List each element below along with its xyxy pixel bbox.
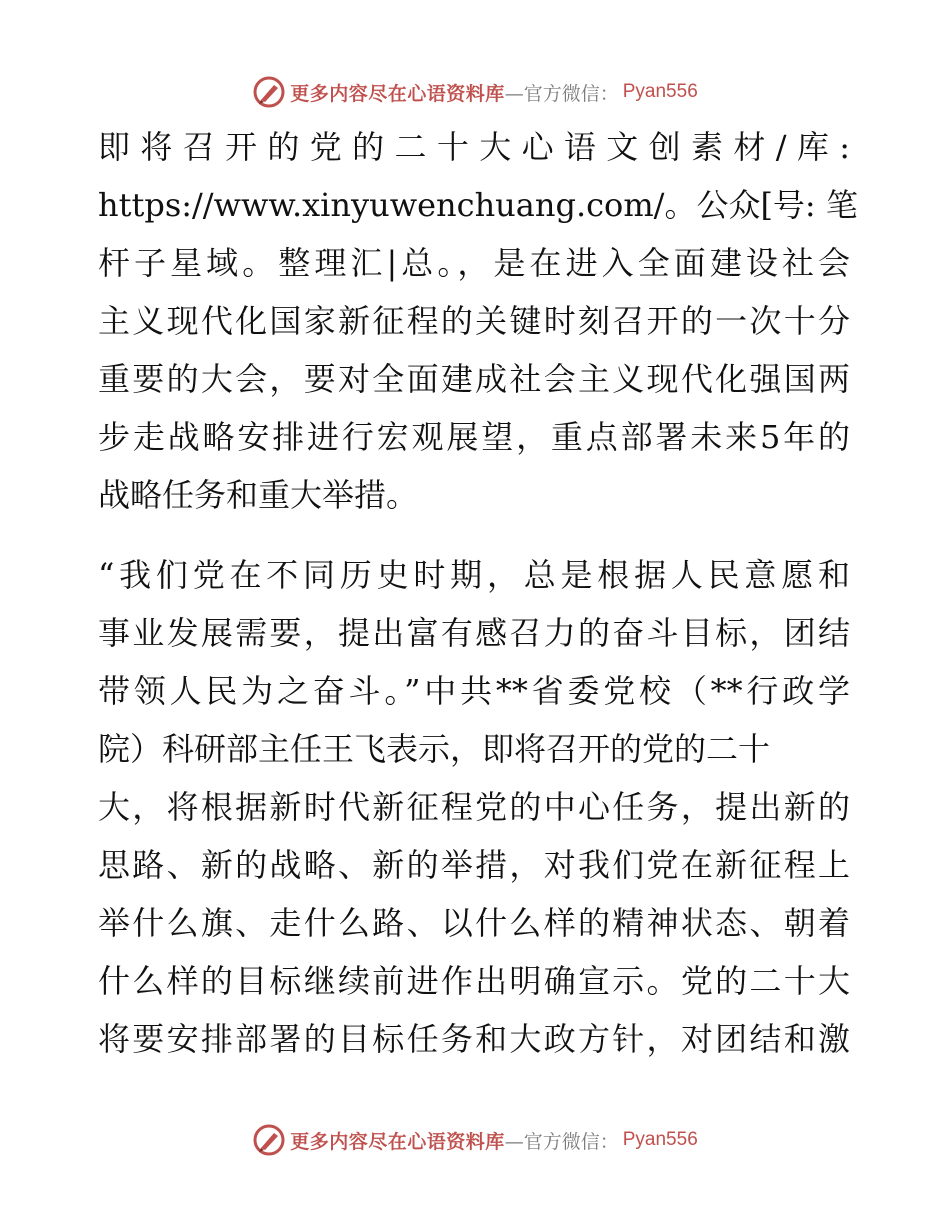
document-body xyxy=(98,118,858,1068)
banner-wechat-id: Pyan556 xyxy=(622,1129,698,1150)
text-line: “我们党在不同历史时期，总是根据人民意愿和 xyxy=(98,556,850,594)
text-line: 主义现代化国家新征程的关键时刻召开的一次十分 xyxy=(98,302,850,340)
banner-mid-text: —官方微信： xyxy=(504,82,619,105)
text-line: 杆子星域。整理汇|总。，是在进入全面建设社会 xyxy=(98,244,850,282)
pen-logo-icon xyxy=(252,1123,286,1157)
text-line: 举什么旗、走什么路、以什么样的精神状态、朝着 xyxy=(98,904,850,942)
header-banner xyxy=(0,72,950,112)
text-line: 即将召开的党的二十大心语文创素材/库: xyxy=(98,128,850,166)
footer-banner xyxy=(0,1120,950,1160)
banner-mid-text: —官方微信： xyxy=(504,1130,619,1153)
text-line: 步走战略安排进行宏观展望，重点部署未来5年的 xyxy=(98,418,850,456)
banner-main-text: 更多内容尽在心语资料库 xyxy=(290,82,505,105)
banner-wechat-id: Pyan556 xyxy=(622,81,698,102)
text-line: 院）科研部主任王飞表示，即将召开的党的二十 xyxy=(98,730,771,768)
text-line: https://www.xinyuwenchuang.com/。公众[号: 笔 xyxy=(98,186,858,224)
text-line: 战略任务和重大举措。 xyxy=(98,476,419,514)
banner-main-text: 更多内容尽在心语资料库 xyxy=(290,1130,505,1153)
paragraph-2 xyxy=(98,546,850,1068)
text-line: 什么样的目标继续前进作出明确宣示。党的二十大 xyxy=(98,962,850,1000)
text-line: 大，将根据新时代新征程党的中心任务，提出新的 xyxy=(98,788,850,826)
text-line: 将要安排部署的目标任务和大政方针，对团结和激 xyxy=(98,1020,850,1058)
text-line: 重要的大会，要对全面建成社会主义现代化强国两 xyxy=(98,360,850,398)
text-line: 带领人民为之奋斗。”中共**省委党校（**行政学 xyxy=(98,672,850,710)
text-line: 事业发展需要，提出富有感召力的奋斗目标，团结 xyxy=(98,614,850,652)
pen-logo-icon xyxy=(252,75,286,109)
text-line: 思路、新的战略、新的举措，对我们党在新征程上 xyxy=(98,846,850,884)
paragraph-1 xyxy=(98,118,858,524)
